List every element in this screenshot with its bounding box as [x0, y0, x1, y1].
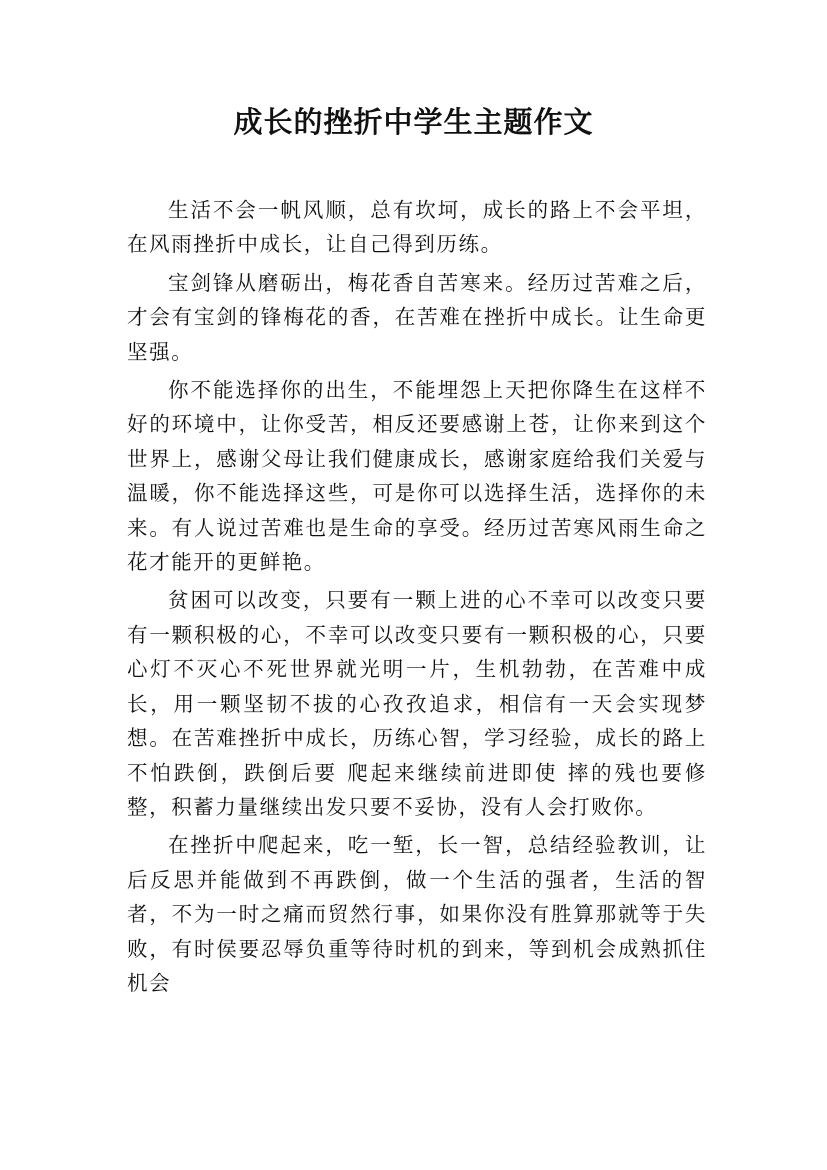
paragraph-5: 在挫折中爬起来，吃一堑，长一智，总结经验教训，让后反思并能做到不再跌倒，做一个生活的强者，生活的智者，不为一时之痛而贸然行事，如果你没有胜算那就等于失败，有时侯要忍辱负重等待时机的到来，等到机会成熟抓住机会 [127, 833, 707, 995]
document-title: 成长的挫折中学生主题作文 [233, 105, 594, 139]
paragraph-4: 贫困可以改变，只要有一颗上进的心不幸可以改变只要有一颗积极的心，不幸可以改变只要有一颗积极的心，只要心灯不灭心不死世界就光明一片，生机勃勃，在苦难中成长，用一颗坚韧不拔的心孜孜追求，相信有一天会实现梦想。在苦难挫折中成长，历练心智，学习经验，成长的路上不怕跌倒，跌倒后要 爬起来继续前进即使 摔的残也要修整，积蓄力量继续出发只要不妥协，没有人会打败你。 [127, 588, 707, 819]
paragraph-2: 宝剑锋从磨砺出，梅花香自苦寒来。经历过苦难之后，才会有宝剑的锋梅花的香，在苦难在挫折中成长。让生命更坚强。 [127, 270, 707, 364]
paragraph-1: 生活不会一帆风顺，总有坎坷，成长的路上不会平坦，在风雨挫折中成长，让自己得到历练。 [127, 198, 707, 257]
document-body [127, 193, 707, 1004]
paragraph-3: 你不能选择你的出生，不能埋怨上天把你降生在这样不好的环境中，让你受苦，相反还要感谢上苍，让你来到这个世界上，感谢父母让我们健康成长，感谢家庭给我们关爱与温暖，你不能选择这些，可是你可以选择生活，选择你的未来。有人说过苦难也是生命的享受。经历过苦寒风雨生命之花才能开的更鲜艳。 [127, 378, 707, 575]
